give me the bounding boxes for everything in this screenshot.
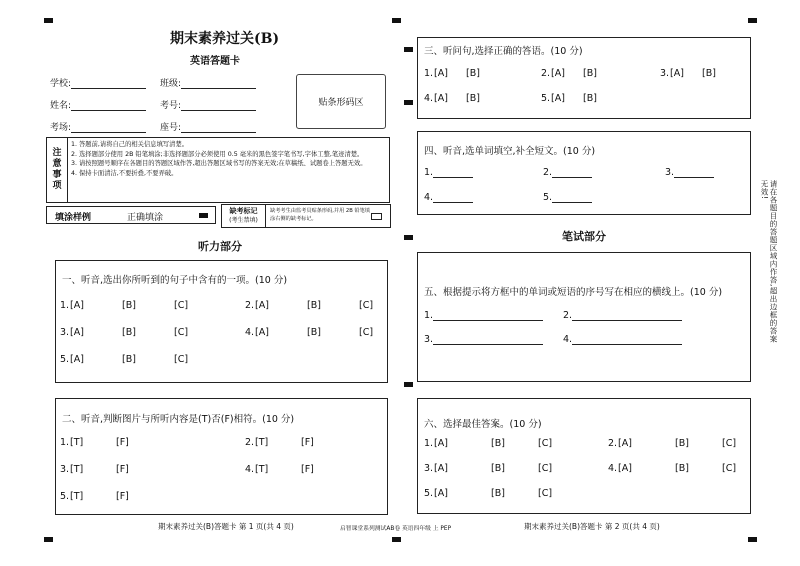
barcode-label: 贴条形码区 xyxy=(318,98,364,108)
answer-bubble[interactable]: [B] xyxy=(583,93,597,104)
answer-bubble[interactable]: [C] xyxy=(174,354,189,365)
question-number: 4. xyxy=(424,93,434,104)
page-title: 期末素养过关(B) xyxy=(170,31,280,47)
question-number: 1. xyxy=(424,438,434,449)
answer-bubble[interactable]: [F] xyxy=(301,437,314,448)
answer-bubble[interactable]: [B] xyxy=(583,68,597,79)
question-number: 4. xyxy=(245,464,255,475)
question-number: 2. xyxy=(608,438,618,449)
info-room[interactable]: 考场: xyxy=(50,120,146,133)
info-name[interactable]: 姓名: xyxy=(50,98,146,111)
question-number: 2. xyxy=(541,68,551,79)
answer-bubble[interactable]: [C] xyxy=(174,327,189,338)
registration-mark xyxy=(392,537,401,542)
s4-blank-3[interactable]: 3. xyxy=(665,167,714,178)
answer-bubble[interactable]: [C] xyxy=(722,438,737,449)
question-number: 1. xyxy=(424,68,434,79)
question-number: 4. xyxy=(608,463,618,474)
section-2-title: 二、听音,判断图片与所听内容是(T)否(F)相符。(10 分) xyxy=(62,414,295,425)
question-number: 5. xyxy=(60,354,70,365)
answer-bubble[interactable]: [B] xyxy=(491,438,505,449)
section-3-title: 三、听问句,选择正确的答语。(10 分) xyxy=(424,46,583,57)
answer-bubble[interactable]: [A] xyxy=(70,354,84,365)
registration-mark xyxy=(392,18,401,23)
answer-bubble[interactable]: [A] xyxy=(434,463,448,474)
registration-mark xyxy=(748,537,757,542)
absent-box: 缺考标记 (考生禁填) 缺考考生由监考员贴条形码,并用 2B 铅笔填涂右侧的缺考标记。 xyxy=(221,204,391,228)
answer-bubble[interactable]: [F] xyxy=(116,437,129,448)
answer-bubble[interactable]: [C] xyxy=(359,300,374,311)
answer-bubble[interactable]: [A] xyxy=(70,327,84,338)
answer-bubble[interactable]: [B] xyxy=(122,327,136,338)
notice-label-column: 注 意 事 项 xyxy=(47,138,68,202)
s5-blank-2[interactable]: 2. xyxy=(563,310,682,321)
answer-bubble[interactable]: [C] xyxy=(538,488,553,499)
question-number: 1. xyxy=(60,300,70,311)
info-class[interactable]: 班级: xyxy=(160,76,256,89)
side-note: 请在各题目的答题区域内作答,超出边框的答案无效! xyxy=(760,180,778,343)
answer-bubble[interactable]: [F] xyxy=(116,464,129,475)
info-school[interactable]: 学校: xyxy=(50,76,146,89)
registration-mark xyxy=(404,382,413,387)
footer-left: 期末素养过关(B)答题卡 第 1 页(共 4 页) xyxy=(158,522,294,531)
answer-bubble[interactable]: [C] xyxy=(359,327,374,338)
answer-bubble[interactable]: [C] xyxy=(722,463,737,474)
answer-bubble[interactable]: [B] xyxy=(675,438,689,449)
registration-mark xyxy=(404,235,413,240)
absent-label-cell: 缺考标记 (考生禁填) xyxy=(222,205,266,227)
registration-mark xyxy=(44,18,53,23)
s4-blank-1[interactable]: 1. xyxy=(424,167,473,178)
answer-bubble[interactable]: [A] xyxy=(434,438,448,449)
section-6-title: 六、选择最佳答案。(10 分) xyxy=(424,419,542,430)
notice-box xyxy=(46,137,390,203)
answer-bubble[interactable]: [A] xyxy=(670,68,684,79)
footer-mid: 启智课堂系列测试AB卷 英语四年级 上 PEP xyxy=(340,526,452,532)
s4-blank-4[interactable]: 4. xyxy=(424,192,473,203)
answer-bubble[interactable]: [A] xyxy=(255,300,269,311)
answer-bubble[interactable]: [B] xyxy=(675,463,689,474)
answer-bubble[interactable]: [B] xyxy=(307,327,321,338)
answer-bubble[interactable]: [B] xyxy=(491,463,505,474)
registration-mark xyxy=(44,537,53,542)
s5-blank-1[interactable]: 1. xyxy=(424,310,543,321)
notice-items: 1. 答题前,请将自己的相关信息填写清楚。 2. 选择题部分使用 2B 铅笔填涂;非选择题部分必须使用 0.5 毫米的黑色签字笔书写,字体工整,笔迹清楚。 3. 请按照题号顺序在各题目的答题区域作答,超出答题区域书写的答案无效;在草稿纸、试题卷上答题无效。 4. 保持卡面清洁,不要折叠,不要弄破。 xyxy=(71,141,367,177)
answer-bubble[interactable]: [B] xyxy=(466,93,480,104)
writing-part-title: 笔试部分 xyxy=(562,230,606,243)
registration-mark xyxy=(404,47,413,52)
answer-bubble[interactable]: [A] xyxy=(618,463,632,474)
answer-bubble[interactable]: [B] xyxy=(307,300,321,311)
answer-bubble[interactable]: [A] xyxy=(70,300,84,311)
answer-bubble[interactable]: [A] xyxy=(551,93,565,104)
question-number: 3. xyxy=(424,463,434,474)
info-exam-no[interactable]: 考号: xyxy=(160,98,256,111)
listening-part-title: 听力部分 xyxy=(198,240,242,253)
s4-blank-5[interactable]: 5. xyxy=(543,192,592,203)
registration-mark xyxy=(748,18,757,23)
info-seat[interactable]: 座号: xyxy=(160,120,256,133)
question-number: 5. xyxy=(60,491,70,502)
answer-bubble[interactable]: [C] xyxy=(538,438,553,449)
answer-bubble[interactable]: [B] xyxy=(702,68,716,79)
absent-mark-box[interactable] xyxy=(371,213,382,220)
answer-bubble[interactable]: [B] xyxy=(122,354,136,365)
answer-bubble[interactable]: [B] xyxy=(122,300,136,311)
answer-bubble[interactable]: [T] xyxy=(70,491,84,502)
question-number: 4. xyxy=(245,327,255,338)
answer-bubble[interactable]: [F] xyxy=(301,464,314,475)
answer-bubble[interactable]: [C] xyxy=(538,463,553,474)
section-5-title: 五、根据提示将方框中的单词或短语的序号写在相应的横线上。(10 分) xyxy=(424,287,723,298)
question-number: 3. xyxy=(60,464,70,475)
barcode-area xyxy=(296,74,386,129)
section-1-title: 一、听音,选出你所听到的句子中含有的一项。(10 分) xyxy=(62,275,288,286)
answer-bubble[interactable]: [T] xyxy=(70,464,84,475)
question-number: 5. xyxy=(424,488,434,499)
filled-mark-sample xyxy=(199,213,208,218)
answer-bubble[interactable]: [T] xyxy=(70,437,84,448)
question-number: 2. xyxy=(245,437,255,448)
question-number: 3. xyxy=(660,68,670,79)
s4-blank-2[interactable]: 2. xyxy=(543,167,592,178)
footer-right: 期末素养过关(B)答题卡 第 2 页(共 4 页) xyxy=(524,522,660,531)
answer-bubble[interactable]: [A] xyxy=(551,68,565,79)
s5-blank-3[interactable]: 3. xyxy=(424,334,543,345)
s5-blank-4[interactable]: 4. xyxy=(563,334,682,345)
answer-bubble[interactable]: [A] xyxy=(434,488,448,499)
question-number: 1. xyxy=(60,437,70,448)
answer-bubble[interactable]: [B] xyxy=(491,488,505,499)
fill-sample-box: 填涂样例 正确填涂 xyxy=(46,206,216,224)
question-number: 5. xyxy=(541,93,551,104)
question-number: 2. xyxy=(245,300,255,311)
answer-bubble[interactable]: [T] xyxy=(255,464,269,475)
answer-bubble[interactable]: [A] xyxy=(618,438,632,449)
answer-bubble[interactable]: [F] xyxy=(116,491,129,502)
answer-bubble[interactable]: [A] xyxy=(255,327,269,338)
answer-bubble[interactable]: [T] xyxy=(255,437,269,448)
registration-mark xyxy=(404,100,413,105)
section-4-title: 四、听音,选单词填空,补全短文。(10 分) xyxy=(424,146,596,157)
answer-bubble[interactable]: [A] xyxy=(434,93,448,104)
answer-bubble[interactable]: [B] xyxy=(466,68,480,79)
answer-bubble[interactable]: [C] xyxy=(174,300,189,311)
answer-bubble[interactable]: [A] xyxy=(434,68,448,79)
question-number: 3. xyxy=(60,327,70,338)
page-subtitle: 英语答题卡 xyxy=(190,56,240,67)
